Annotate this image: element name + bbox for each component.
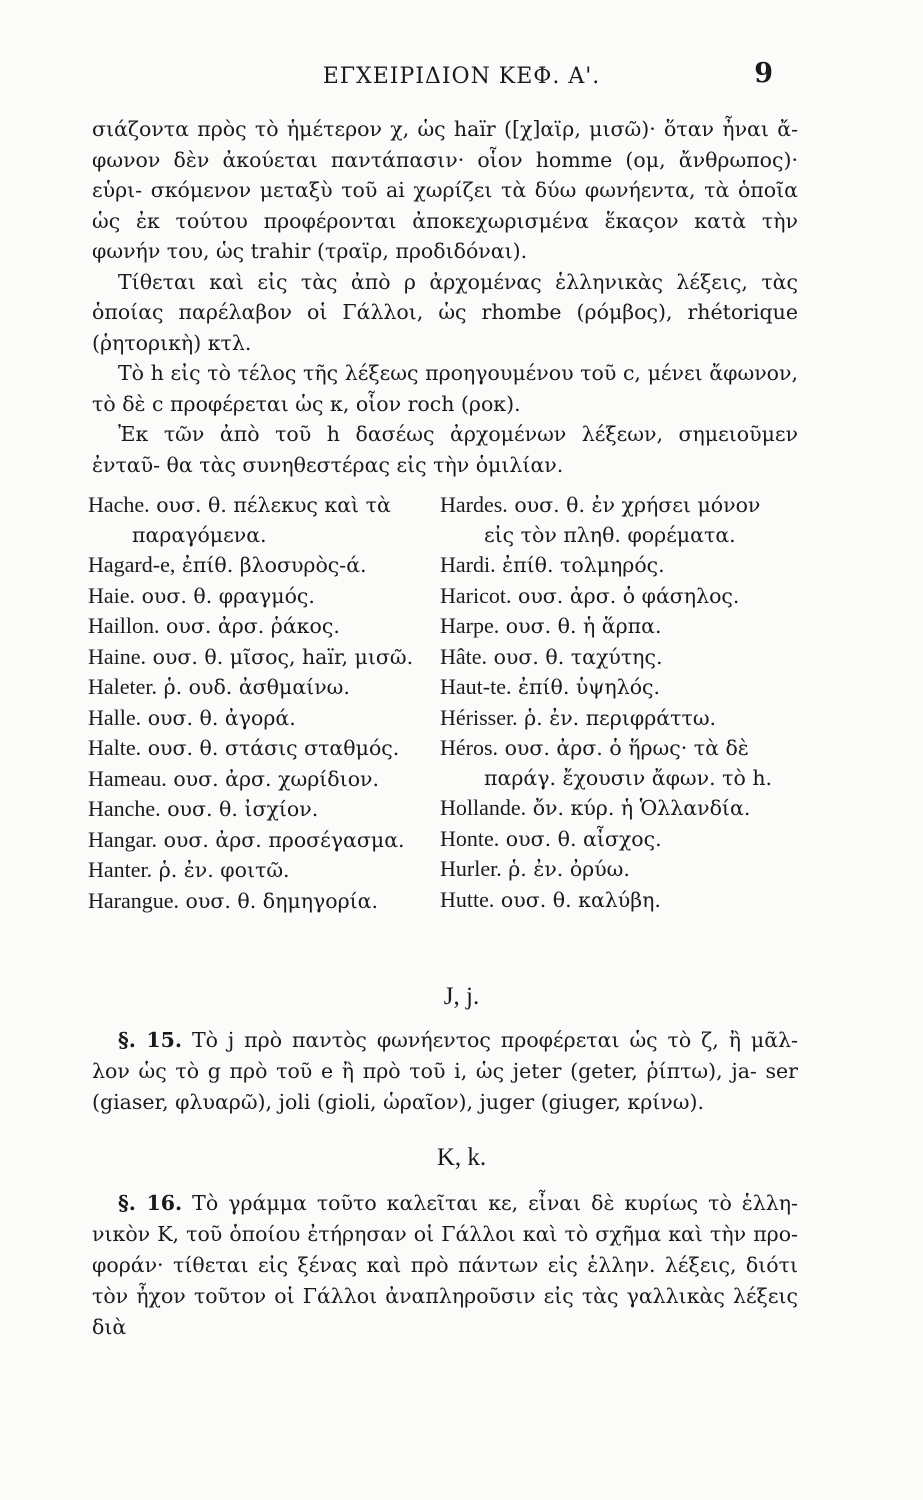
intro-paragraph-2: Τίθεται καὶ εἰς τὰς ἀπὸ ρ ἀρχομένας ἑλληνικὰς λέξεις, τὰς ὁποίας παρέλαβον οἱ Γάλλοι, ὡς rhombe (ρόμβος), rhétorique (ῥητορικὴ) κτλ. [92,269,798,355]
gloss-continuation: παραγόμενα. [132,522,267,547]
vocab-entry [440,642,785,673]
page-number: 9 [754,58,773,89]
headword: Haine. [88,643,147,669]
gloss: ῥ. ουδ. ἀσθμαίνω. [163,675,350,699]
vocab-entry [440,793,785,824]
vocab-entry [440,581,785,612]
vocab-entry [440,854,785,885]
headword: Honte. [440,825,500,851]
gloss: ουσ. ἀρσ. προσέγασμα. [163,827,405,852]
gloss: ὄν. κύρ. ἡ Ὁλλανδία. [532,796,751,820]
headword: Hutte. [440,886,495,912]
intro-paragraph-4: Ἐκ τῶν ἀπὸ τοῦ h δασέως ἀρχομένων λέξεων, σημειοῦμεν ἐνταῦ- θα τὰς συνηθεστέρας εἰς τὴν ὁμιλίαν. [92,422,798,477]
gloss: ουσ. θ. δημηγορία. [185,888,379,913]
headword: Haricot. [440,582,512,608]
headword: Hollande. [440,795,527,820]
headword: Harangue. [88,887,180,913]
vocab-entry [88,642,433,673]
vocabulary-column-right [440,490,785,915]
headword: Hâte. [440,643,488,669]
gloss: ουσ. ἀρσ. ὁ ἥρως· τὰ δὲ [504,736,749,760]
gloss: ουσ. θ. ἡ ἅρπα. [505,614,662,638]
gloss: ουσ. θ. φραγμός. [141,583,315,608]
vocab-entry [440,490,785,521]
vocab-entry [88,794,433,825]
section-paragraph-15 [92,1025,798,1118]
gloss: ουσ. θ. ἀγορά. [147,705,296,730]
running-header [0,58,923,92]
gloss: ουσ. θ. πέλεκυς καὶ τὰ [156,493,391,517]
gloss-continuation: παράγ. ἔχουσιν ἄφων. τὸ h. [484,765,773,790]
intro-text [92,114,798,480]
vocab-entry [440,733,785,764]
gloss: ουσ. ἀρσ. ῥάκος. [166,614,340,638]
headword: Haut-te. [440,674,512,699]
gloss: ουσ. ἀρσ. χωρίδιον. [173,766,380,791]
gloss: ῥ. ἐν. φοιτῶ. [158,858,290,882]
headword: Hangar. [88,826,158,852]
vocab-entry [88,611,433,642]
headword: Hanter. [88,857,153,882]
headword: Haie. [88,582,136,608]
headword: Hanche. [88,796,161,821]
gloss: ουσ. θ. καλύβη. [500,887,661,912]
vocab-entry-continuation [440,521,785,551]
headword: Hache. [88,492,150,517]
intro-paragraph-1: σιάζοντα πρὸς τὸ ἡμέτερον χ, ὡς haïr ([χ]αϊρ, μισῶ)· ὅταν ἦναι ἄ- φωνον δὲν ἀκούεται παντάπασιν· οἷον homme (ομ, ἄνθρωπος)· εὑρι- σκόμενον μεταξὺ τοῦ ai χωρίζει τὰ δύω φωνήεντα, τὰ ὁποῖα ὡς ἐκ τούτου προφέρονται ἀποκεχωρισμένα ἕκαςον κατὰ τὴν φωνήν του, ὡς trahir (τραϊρ, προδιδόναι). [92,117,798,263]
gloss: ουσ. θ. ἐν χρήσει μόνον [514,493,761,517]
vocab-entry [88,886,433,917]
vocab-entry [440,611,785,642]
gloss: ουσ. θ. ταχύτης. [493,644,663,669]
headword: Hameau. [88,765,167,791]
headword: Halle. [88,704,142,730]
section-number: §. 16. [118,1191,183,1215]
vocab-entry [88,703,433,734]
vocab-entry [440,550,785,581]
vocab-entry [88,490,433,521]
vocab-entry-continuation [88,521,433,551]
vocab-entry [440,703,785,734]
headword: Haleter. [88,674,158,699]
vocab-entry [88,550,433,581]
gloss: ουσ. θ. στάσις σταθμός. [147,736,400,760]
headword: Halte. [88,735,142,760]
intro-paragraph-3: Τὸ h εἰς τὸ τέλος τῆς λέξεως προηγουμένου τοῦ c, μένει ἄφωνον, τὸ δὲ c προφέρεται ὡς κ, οἷον roch (ροκ). [92,361,798,416]
vocab-entry [88,855,433,886]
gloss: ἐπίθ. βλοσυρὸς-ά. [181,553,367,577]
vocab-entry [88,581,433,612]
vocab-entry [440,885,785,916]
gloss: ῥ. ἐν. ὀρύω. [508,857,630,881]
vocab-entry-continuation [440,764,785,794]
gloss: ουσ. ἀρσ. ὁ φάσηλος. [518,583,740,608]
headword: Héros. [440,735,499,760]
vocab-entry [88,825,433,856]
gloss: ουσ. θ. μῖσος, haïr, μισῶ. [152,644,414,669]
running-title: ΕΓΧΕΙΡΙΔΙΟΝ ΚΕΦ. Α'. [322,64,601,89]
section-heading-j: J, j. [443,983,480,1010]
headword: Hardi. [440,552,496,577]
headword: Hagard-e, [88,552,176,577]
section-number: §. 15. [118,1028,183,1052]
section-heading-k: K, k. [436,1144,487,1171]
headword: Haillon. [88,613,160,638]
vocabulary-column-left [88,490,433,916]
vocab-entry [88,764,433,795]
headword: Hérisser. [440,704,518,730]
vocab-entry [440,672,785,703]
gloss: ἐπίθ. τολμηρός. [502,553,665,577]
section-paragraph-16 [92,1188,798,1343]
gloss: ῥ. ἐν. περιφράττω. [524,705,717,730]
headword: Hardes. [440,492,508,517]
gloss: ἐπίθ. ὑψηλός. [518,675,661,699]
vocab-entry [88,672,433,703]
gloss: ουσ. θ. ἰσχίον. [167,797,319,821]
section-text: Τὸ j πρὸ παντὸς φωνήεντος προφέρεται ὡς τὸ ζ, ἢ μᾶλ- λον ὡς τὸ g πρὸ τοῦ e ἢ πρὸ τοῦ i, ὡς jeter (geter, ῥίπτω), ja- ser (giaser, φλυαρῶ), joli (gioli, ὡραῖον), juger (giuger, κρίνω). [92,1028,798,1114]
vocab-entry [440,824,785,855]
headword: Hurler. [440,856,502,881]
gloss: ουσ. θ. αἶσχος. [505,826,662,851]
headword: Harpe. [440,613,500,638]
vocab-entry [88,733,433,764]
gloss-continuation: εἰς τὸν πληθ. φορέματα. [484,522,736,547]
vocabulary-list [88,490,808,970]
section-text: Τὸ γράμμα τοῦτο καλεῖται κε, εἶναι δὲ κυρίως τὸ ἑλλη- νικὸν Κ, τοῦ ὁποίου ἐτήρησαν οἱ Γάλλοι καὶ τὸ σχῆμα καὶ τὴν προ- φοράν· τίθεται εἰς ξένας καὶ πρὸ πάντων εἰς ἑλλην. λέξεις, διότι τὸν ἦχον τοῦτον οἱ Γάλλοι ἀναπληροῦσιν εἰς τὰς γαλλικὰς λέξεις διὰ [92,1191,798,1339]
